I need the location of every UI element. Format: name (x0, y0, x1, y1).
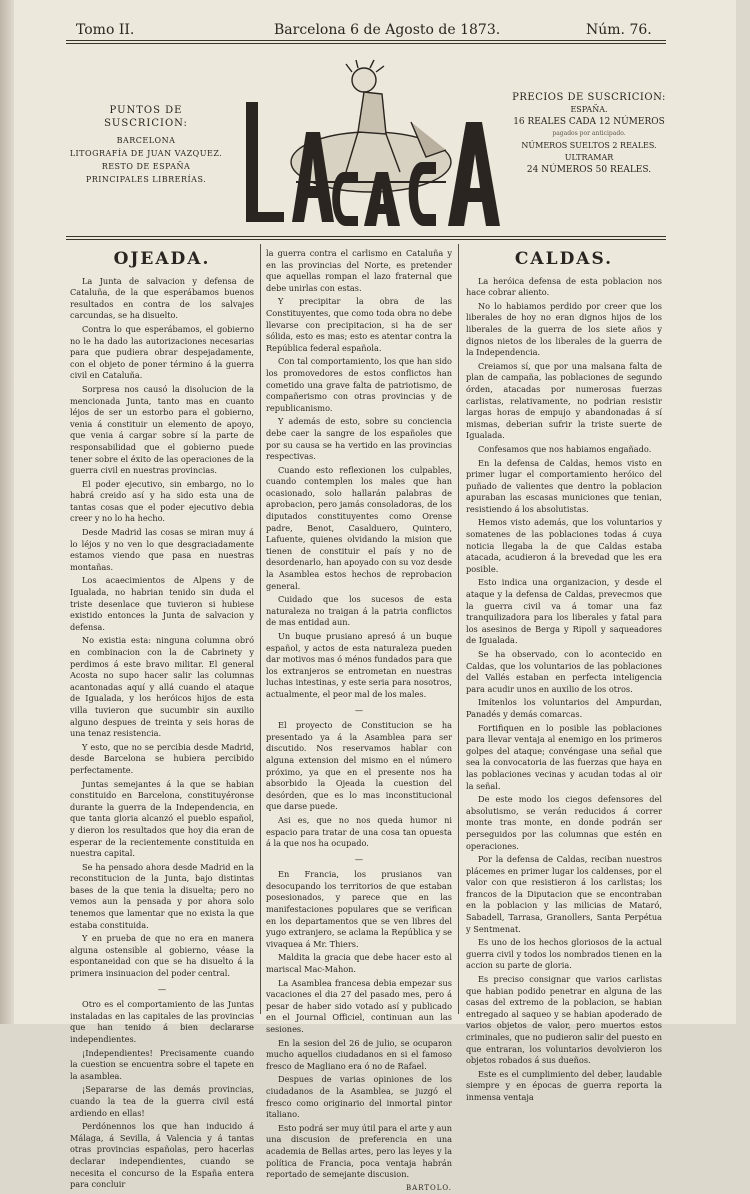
paragraph: Imítenlos los voluntarios del Ampurdan, Panadés y demás comarcas. (466, 697, 662, 719)
subscription-line: RESTO DE ESPAÑA (101, 162, 191, 171)
masthead-rule (66, 236, 666, 237)
paragraph: La Junta de salvacion y defensa de Cataluña, de la que esperábamos buenos resultados en contra de los salvajes carcundas, se ha disuelto. (70, 275, 254, 321)
paragraph: Despues de varias opiniones de los ciudadanos de la Asamblea, se juzgó el fresco como originario del inmortal pintor italiano. (266, 1074, 452, 1120)
paragraph: Los acaecimientos de Alpens y de Igualada, no habrian tenido sin duda el triste desenlace que tuvieron si hubiese existido entonces la Junta de salvacion y defensa. (70, 575, 254, 632)
prices-spain-amount: 16 REALES CADA 12 NÚMEROS (513, 117, 665, 127)
paragraph: En la sesion del 26 de julio, se ocuparon mucho aquellos ciudadanos en si el famoso fresco de Magliano era ó no de Rafael. (266, 1037, 452, 1071)
masthead-rule-double (66, 239, 666, 240)
paragraph: Esto podrá ser muy útil para el arte y aun una discusion de preferencia en una academia de Bellas artes, pero las leyes y la política de Francia, poca ventaja habrán reportado de semejante discusion. (266, 1122, 452, 1180)
paragraph: Por la defensa de Caldas, reciban nuestros plácemes en primer lugar los caldenses, por el valor con que resistieron á los carlistas; los francos de la Diputacion que se encontraban en la poblacion y las milicias de Mataró, Sabadell, Tarrasa, Granollers, Santa Perpétua y Sentmenat. (466, 854, 662, 934)
paragraph: Desde Madrid las cosas se miran muy á lo léjos y no ven lo que desgraciadamente estamos viendo que pasa en nuestras montañas. (70, 527, 254, 572)
column-divider (260, 244, 261, 1014)
paragraph: En Francia, los prusianos van desocupando los territorios de que estaban posesionados, y parece que en las manifestaciones populares que se verifican en los departamentos que se ven libres del yugo extranjero, se aclama la República y se vivaquea á Mr. Thiers. (266, 869, 452, 949)
paragraph: La heróica defensa de esta poblacion nos hace cobrar aliento. (466, 275, 662, 298)
paragraph: Se ha observado, con lo acontecido en Caldas, que los voluntarios de las poblaciones del Vallés estaban en perfecta inteligencia para acudir unos en auxilio de los otros. (466, 649, 662, 694)
paragraph: Otro es el comportamiento de las Juntas instaladas en las capitales de las provincias que han tenido á bien declararse independientes. (70, 999, 254, 1044)
header-rule (66, 40, 666, 41)
paragraph: Sorpresa nos causó la disolucion de la mencionada Junta, tanto mas en cuanto léjos de ser un estorbo para el gobierno, venia á constituir un elemento de apoyo, que venia á cargar sobre sí la parte de responsabilidad que el gobierno puede tener sobre el éxito de las operaciones de la guerra civil en nuestras provincias. (70, 383, 254, 476)
paragraph: Se ha pensado ahora desde Madrid en la reconstitucion de la Junta, bajo distintas bases de la que tenia la disuelta; pero no vemos aun la pensada y por ahora solo tenemos que lamentar que no exista la que estaba constituida. (70, 861, 254, 930)
paragraph: ¡Independientes! Precisamente cuando la cuestion se encuentra sobre el tapete en la asamblea. (70, 1047, 254, 1081)
newspaper-page (14, 0, 736, 1192)
paragraph: No lo habiamos perdido por creer que los liberales de hoy no eran dignos hijos de los liberales de la guerra de los siete años y dignos nietos de los liberales de la guerra de la Independencia. (466, 300, 662, 358)
paragraph: Asi es, que no nos queda humor ni espacio para tratar de una cosa tan opuesta á la que nos ha ocupado. (266, 814, 452, 849)
paragraph: Este es el cumplimiento del deber, laudable siempre y en épocas de guerra reporta la inmensa ventaja (466, 1068, 662, 1102)
paragraph: Contra lo que esperábamos, el gobierno no le ha dado las autorizaciones necesarias para que pudiera obrar despejadamente, con el objeto de poner término á la guerra civil en Cataluña. (70, 323, 254, 381)
column-ojeada (70, 248, 254, 1193)
paragraph: Maldita la gracia que debe hacer esto al mariscal Mac-Mahon. (266, 952, 452, 975)
prices-single: NÚMEROS SUELTOS 2 REALES. (521, 141, 657, 150)
paragraph: Y precipitar la obra de las Constituyentes, que como toda obra no debe llevarse con precipitacion, si ha de ser sólida, esto es mas; esto es atentar contra la República federal española. (266, 296, 452, 353)
paragraph: ¡Separarse de las demás provincias, cuando la tea de la guerra civil está ardiendo en ellas! (70, 1084, 254, 1118)
paragraph: Confesamos que nos habiamos engañado. (478, 443, 652, 454)
page-spine (0, 0, 14, 1024)
column-middle (266, 248, 452, 1194)
paragraph: Y en prueba de que no era en manera alguna ostensible al gobierno, véase la espontaneidad con que se ha disuelto á la primera insinuacion del poder central. (70, 933, 254, 979)
prices-overseas-amount: 24 NÚMEROS 50 REALES. (526, 165, 652, 175)
article-heading-ojeada: OJEADA. (113, 249, 211, 269)
volume-label: Tomo II. (76, 22, 135, 38)
subscription-line: LITOGRAFÍA DE JUAN VAZQUEZ. (69, 149, 223, 158)
paragraph: Fortifiquen en lo posible las poblaciones para llevar ventaja al enemigo en los primeros golpes del ataque; convéngase una señal que sea la convocatoria de las fuerzas que haya en las poblaciones vecinas y acudan todas al oir la señal. (466, 722, 662, 791)
dateline: Barcelona 6 de Agosto de 1873. (274, 22, 501, 38)
paragraph: Perdónennos los que han inducido á Málaga, á Sevilla, á Valencia y á tantas otras provincias españolas, pero hacerlas declarar independientes, cuando se necesita el concurso de la España entera para concluir (70, 1121, 254, 1190)
subscription-line: BARCELONA (116, 136, 176, 145)
prices-spain: ESPAÑA. (570, 105, 608, 114)
section-separator: — (354, 704, 364, 715)
paragraph: Juntas semejantes á la que se habian constituido en Barcelona, constituyéronse durante la guerra de la Independencia, en que tanta gloria alcanzó el pueblo español, y dieron los resultados que hoy dia eran de esperar de la recientemente constituida en nuestra capital. (70, 778, 254, 859)
masthead-title: LA CAMPANA (371, 228, 379, 229)
paragraph: El proyecto de Constitucion se ha presentado ya á la Asamblea para ser discutido. Nos reservamos hablar con alguna extension del mismo en el número próximo, ya que en el presente nos ha absorbido la Ojeada la cuestion del desórden, que es lo mas inconstitucional que darse puede. (266, 720, 452, 812)
subscription-points-title: PUNTOS DE SUSCRICION: (104, 105, 188, 129)
column-divider (458, 244, 459, 1014)
subscription-prices (504, 92, 674, 176)
paragraph: La Asamblea francesa debia empezar sus vacaciones el dia 27 del pasado mes, pero á pesar de haber sido votado así y publicado en el Journal Officiel, continuan aun las sesiones. (266, 977, 452, 1034)
paragraph: Cuando esto reflexionen los culpables, cuando contemplen los males que han ocasionado, solo hallarán palabras de aprobacion, pero jamás consoladoras, de los diputados constituyentes como Orense padre, Benot, Casalduero, Quintero, Lafuente, quienes olvidando la mision que tienen de constituir el país y no de desordenarlo, han apoyado con su voz desde la Asamblea estos hechos de reprobacion general. (266, 464, 452, 591)
prices-advance: pagados por anticipado. (552, 130, 626, 137)
paragraph: Y además de esto, sobre su conciencia debe caer la sangre de los españoles que por su causa se ha vertido en las provincias respectivas. (266, 416, 452, 462)
paragraph: Creiamos sí, que por una malsana falta de plan de campaña, las poblaciones de segundo órden, atacadas por numerosas fuerzas carlistas, relativamente, no podrian resistir largas horas de empujo y abandonadas á sí mismas, deberian sufrir la triste suerte de Igualada. (466, 360, 662, 441)
author-signature: BARTOLO. (406, 1183, 452, 1192)
section-separator: — (157, 983, 167, 994)
paragraph: la guerra contra el carlismo en Cataluña y en las provincias del Norte, es pretender que aquellas rompan el lazo fraternal que debe unirlas con estas. (266, 248, 452, 293)
paragraph: Un buque prusiano apresó á un buque español, y actos de esta naturaleza pueden dar motivos mas ó ménos fundados para que los extranjeros se entrometan en nuestras luchas intestinas, y este seria para nosotros, actualmente, el peor mal de los males. (266, 631, 452, 699)
paragraph: De este modo los ciegos defensores del absolutismo, se verán reducidos á correr monte tras monte, en donde podrán ser perseguidos por las columnas que estén en operaciones. (466, 794, 662, 851)
prices-title: PRECIOS DE SUSCRICION: (512, 92, 666, 103)
paragraph: El poder ejecutivo, sin embargo, no lo habrá creido así y ha sido esta una de tantas cosas que el poder ejecutivo debia creer y no lo ha hecho. (70, 478, 254, 524)
paragraph: Con tal comportamiento, los que han sido los promovedores de estos conflictos han cometido una grave falta de patriotismo, de compañerismo con otras provincias y de republicanismo. (266, 356, 452, 413)
issue-number: Núm. 76. (586, 22, 652, 38)
masthead-logo (236, 62, 506, 230)
prices-overseas: ULTRAMAR (564, 153, 614, 162)
section-separator: — (354, 853, 364, 864)
header-rule-double (66, 43, 666, 44)
paragraph: En la defensa de Caldas, hemos visto en primer lugar el comportamiento heróico del puñado de valientes que dentro la poblacion apuraban las escasas municiones que tenian, resistiendo á los absolutistas. (466, 457, 662, 514)
article-heading-caldas: CALDAS. (514, 249, 614, 269)
paragraph: Es uno de los hechos gloriosos de la actual guerra civil y todos los nombrados tienen en la accion su parte de gloria. (466, 937, 662, 971)
subscription-points (66, 104, 226, 186)
subscription-line: PRINCIPALES LIBRERÍAS. (85, 175, 207, 184)
paragraph: Esto indica una organizacion, y desde el ataque y la defensa de Caldas, prevecmos que la guerra civil va á tomar una faz tranquilizadora para los liberales y fatal para los asesinos de Berga y Ripoll y saqueadores de Igualada. (466, 577, 662, 646)
paragraph: Y esto, que no se percibia desde Madrid, desde Barcelona se hubiera percibido perfectamente. (70, 741, 254, 775)
paragraph: Es preciso consignar que varios carlistas que habian podido penetrar en alguna de las casas del extremo de la poblacion, se habian entregado al saqueo y se habian apoderado de varios objetos de valor, pero muertos estos criminales, que no pudieron salir del puesto en que entraran, los voluntarios devolvieron los objetos robados á sus dueños. (466, 974, 662, 1066)
paragraph: Hemos visto además, que los voluntarios y somatenes de las poblaciones todas á cuya noticia llegaba la de que Caldas estaba atacada, acudieron á la brevedad que les era posible. (466, 517, 662, 574)
column-caldas (466, 248, 662, 1106)
paragraph: Cuidado que los sucesos de esta naturaleza no traigan á la patria conflictos de mas entidad aun. (266, 594, 452, 628)
paragraph: No existia esta: ninguna columna obró en combinacion con la de Cabrinety y perdimos á este bravo militar. El general Acosta no supo hacer salir las columnas acantonadas aquí y allá cuando el ataque de Igualada, y los heróicos hijos de esta villa tuvieron que sucumbir sin auxilio alguno despues de treinta y seis horas de una tenaz resistencia. (70, 635, 254, 739)
